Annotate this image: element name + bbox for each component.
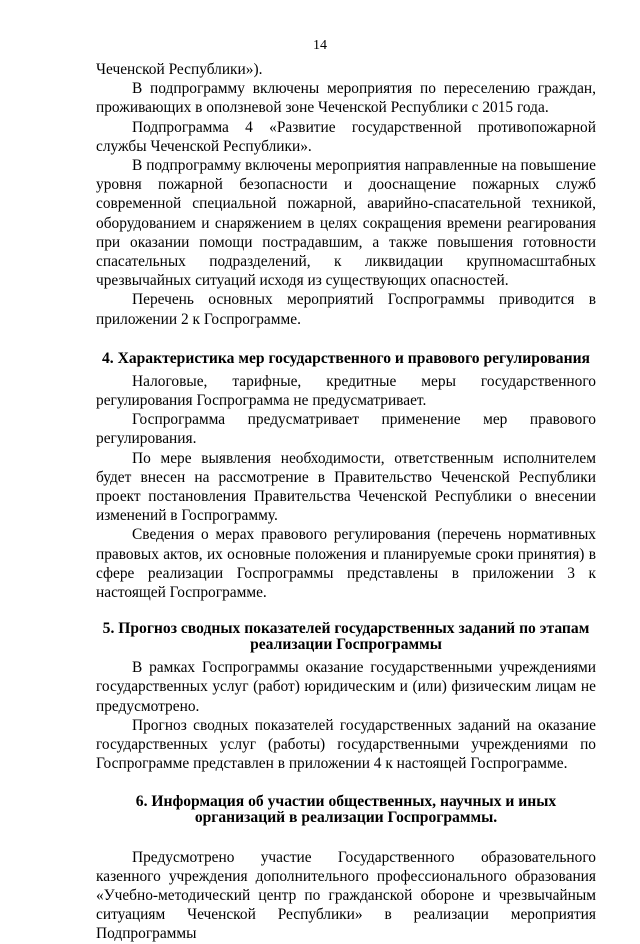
paragraph: Перечень основных мероприятий Госпрограммы приводится в приложении 2 к Госпрограмме.: [96, 291, 596, 328]
section-heading: 4. Характеристика мер государственного и правового регулирования: [101, 349, 590, 367]
paragraph: Подпрограмма 4 «Развитие государственной противопожарной службы Чеченской Республики».: [96, 118, 596, 155]
spacer: [96, 329, 596, 351]
spacer: [96, 826, 596, 848]
paragraph: Чеченской Республики»).: [96, 61, 263, 78]
paragraph: В подпрограмму включены мероприятия направленные на повышение уровня пожарной безопасности и дооснащение пожарных служб современной специальной пожарной, аварийно-спасательной техникой, оборудованием и снаряжением в целях сокращения времени реагирования при оказании помощи пострадавшим, а также повышения готовности спасательных подразделений, к ликвидации крупномасштабных чрезвычайных ситуаций исходя из существующих опасностей.: [96, 157, 596, 290]
paragraph: Госпрограмма предусматривает применение мер правового регулирования.: [96, 411, 596, 448]
paragraph: Предусмотрено участие Государственного образовательного казенного учреждения дополнительного профессионального образования «Учебно-методический центр по гражданской обороне и чрезвычайным ситуациям Чеченской Республики» в реализации мероприятия Подпрограммы: [96, 848, 596, 943]
paragraph: По мере выявления необходимости, ответственным исполнителем будет внесен на рассмотрение в Правительство Чеченской Республики проект постановления Правительства Чеченской Республики о внесении изменений в Госпрограмму.: [96, 449, 596, 525]
document-body: [96, 60, 596, 944]
spacer: [96, 774, 596, 794]
paragraph: В подпрограмму включены мероприятия по переселению граждан, проживающих в оползневой зоне Чеченской Республики с 2015 года.: [96, 80, 596, 117]
section-heading: 6. Информация об участии общественных, научных и иных организаций в реализации Госпрограммы.: [135, 792, 557, 826]
paragraph: Прогноз сводных показателей государственных заданий на оказание государственных услуг (работы) государственными учреждениями по Госпрограмме представлен в приложении 4 к настоящей Госпрограмме.: [96, 716, 596, 773]
paragraph: В рамках Госпрограммы оказание государственными учреждениями государственных услуг (работ) юридическим и (или) физическим лицам не предусмотрено.: [96, 659, 596, 715]
spacer: [96, 602, 596, 621]
paragraph: Налоговые, тарифные, кредитные меры государственного регулирования Госпрограмма не предусматривает.: [96, 372, 596, 410]
section-heading: 5. Прогноз сводных показателей государственных заданий по этапам реализации Госпрограммы: [102, 620, 590, 654]
page-number: 14: [313, 38, 327, 53]
paragraph: Сведения о мерах правового регулирования (перечень нормативных правовых актов, их основные положения и планируемые сроки принятия) в сфере реализации Госпрограммы представлены в приложении 3 к настоящей Госпрограмме.: [96, 526, 596, 602]
